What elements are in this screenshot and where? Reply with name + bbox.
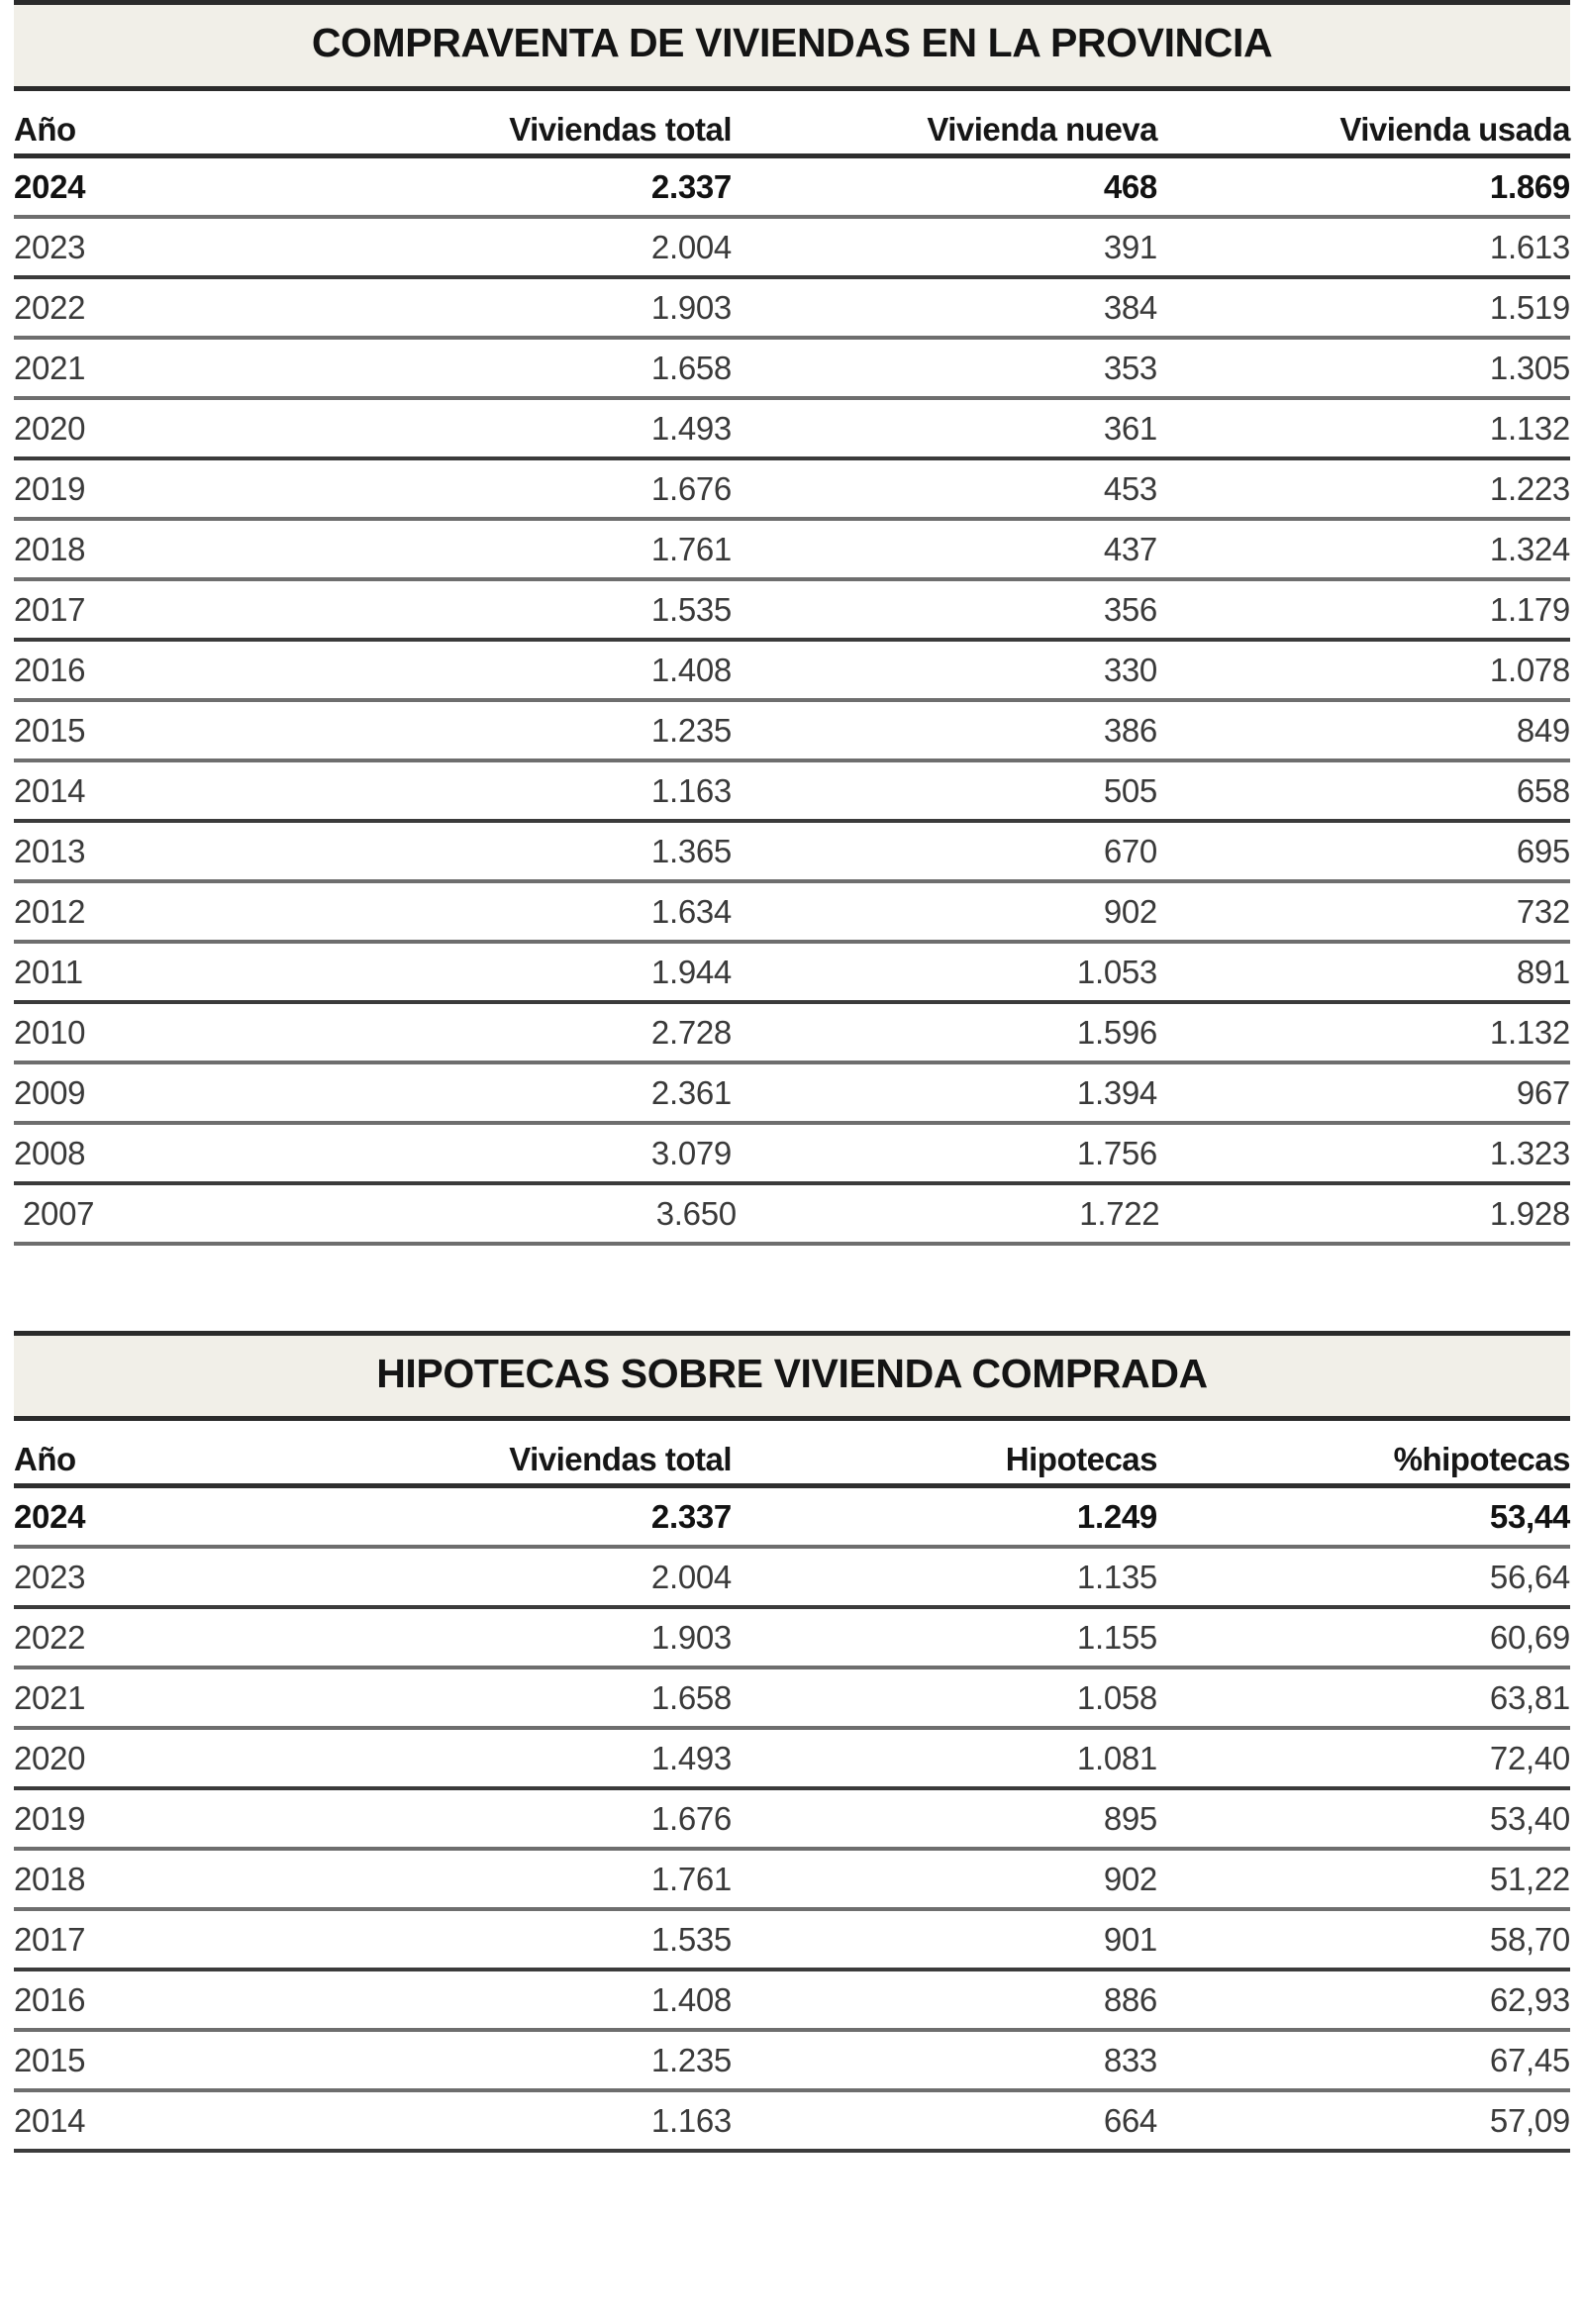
cell-mid: 670 [1103, 832, 1157, 869]
table-row [14, 581, 1570, 642]
cell-mid: 505 [1103, 771, 1157, 809]
column-header-year-2: Año [14, 1441, 76, 1478]
cell-mid: 1.053 [1076, 953, 1157, 990]
cell-last: 72,40 [1489, 1740, 1570, 1777]
cell-mid: 361 [1103, 409, 1157, 447]
table-row [14, 1549, 1570, 1609]
table-row [14, 158, 1570, 219]
cell-last: 695 [1516, 832, 1570, 869]
cell-total: 2.004 [650, 1559, 732, 1596]
table-row [14, 1064, 1570, 1125]
section-divider [14, 1246, 1570, 1331]
page-title: COMPRAVENTA DE VIVIENDAS EN LA PROVINCIA [311, 20, 1273, 65]
table-row [14, 944, 1570, 1004]
table-row [14, 521, 1570, 581]
cell-last: 57,09 [1489, 2102, 1570, 2140]
cell-last: 1.519 [1489, 288, 1570, 326]
cell-last: 53,44 [1489, 1498, 1570, 1536]
table-row [14, 1488, 1570, 1549]
cell-last: 967 [1516, 1073, 1570, 1111]
table-row [14, 823, 1570, 883]
cell-mid: 902 [1103, 892, 1157, 930]
cell-last: 1.223 [1489, 469, 1570, 507]
table-row [14, 219, 1570, 279]
cell-mid: 353 [1103, 349, 1157, 386]
cell-total: 1.944 [650, 953, 732, 990]
cell-year: 2008 [14, 1134, 86, 1171]
cell-mid: 1.756 [1076, 1134, 1157, 1171]
cell-year: 2018 [14, 1861, 86, 1898]
cell-mid: 1.135 [1076, 1559, 1157, 1596]
cell-total: 1.163 [650, 771, 732, 809]
cell-total: 1.761 [650, 530, 732, 567]
table-row [14, 460, 1570, 521]
cell-year: 2023 [14, 228, 86, 265]
table-row [14, 2092, 1570, 2153]
cell-total: 1.535 [650, 1921, 732, 1959]
cell-total: 2.361 [650, 1073, 732, 1111]
cell-last: 53,40 [1489, 1800, 1570, 1838]
cell-last: 1.179 [1489, 590, 1570, 628]
cell-mid: 1.596 [1076, 1013, 1157, 1051]
cell-total: 1.365 [650, 832, 732, 869]
cell-mid: 453 [1103, 469, 1157, 507]
column-header-usada: Vivienda usada [1339, 110, 1570, 148]
cell-total: 3.079 [650, 1134, 732, 1171]
cell-mid: 833 [1103, 2042, 1157, 2079]
cell-mid: 391 [1103, 228, 1157, 265]
cell-last: 60,69 [1489, 1619, 1570, 1657]
cell-mid: 901 [1103, 1921, 1157, 1959]
cell-year: 2011 [14, 953, 83, 990]
cell-last: 1.078 [1489, 651, 1570, 688]
cell-mid: 356 [1103, 590, 1157, 628]
cell-last: 62,93 [1489, 1981, 1570, 2019]
cell-last: 732 [1516, 892, 1570, 930]
cell-year: 2022 [14, 1619, 86, 1657]
cell-year: 2021 [14, 349, 86, 386]
cell-mid: 895 [1103, 1800, 1157, 1838]
table-row [14, 1790, 1570, 1851]
cell-total: 1.408 [650, 1981, 732, 2019]
cell-year: 2007 [23, 1194, 95, 1232]
cell-last: 1.132 [1489, 409, 1570, 447]
table-row [14, 883, 1570, 944]
cell-total: 3.650 [655, 1194, 737, 1232]
cell-year: 2019 [14, 1800, 86, 1838]
table-hipotecas [14, 1331, 1570, 2154]
cell-last: 1.323 [1489, 1134, 1570, 1171]
cell-total: 1.903 [650, 288, 732, 326]
column-header-total: Viviendas total [509, 110, 732, 148]
table-header-row-hipotecas [14, 1421, 1570, 1488]
section-title-hipotecas: HIPOTECAS SOBRE VIVIENDA COMPRADA [376, 1350, 1208, 1396]
cell-total: 1.493 [650, 1740, 732, 1777]
cell-mid: 1.249 [1076, 1498, 1157, 1536]
table-row [14, 1004, 1570, 1064]
cell-year: 2024 [14, 1498, 86, 1536]
table-row [14, 1669, 1570, 1730]
cell-last: 51,22 [1489, 1861, 1570, 1898]
cell-year: 2018 [14, 530, 86, 567]
cell-year: 2014 [14, 771, 86, 809]
cell-total: 1.493 [650, 409, 732, 447]
column-header-total-2: Viviendas total [509, 1441, 732, 1478]
cell-mid: 886 [1103, 1981, 1157, 2019]
cell-total: 1.235 [650, 711, 732, 749]
cell-year: 2024 [14, 167, 86, 205]
cell-year: 2009 [14, 1073, 86, 1111]
table-body-compraventa [14, 158, 1570, 1246]
table-row [14, 1185, 1570, 1246]
cell-total: 1.676 [650, 469, 732, 507]
cell-last: 63,81 [1489, 1679, 1570, 1717]
cell-mid: 386 [1103, 711, 1157, 749]
table-row [14, 340, 1570, 400]
cell-last: 58,70 [1489, 1921, 1570, 1959]
cell-total: 1.658 [650, 349, 732, 386]
column-header-pct: %hipotecas [1393, 1441, 1570, 1478]
cell-mid: 468 [1103, 167, 1157, 205]
cell-total: 1.903 [650, 1619, 732, 1657]
cell-mid: 1.155 [1076, 1619, 1157, 1657]
cell-year: 2019 [14, 469, 86, 507]
table-title-banner-hipotecas [14, 1331, 1570, 1422]
cell-total: 1.634 [650, 892, 732, 930]
cell-last: 56,64 [1489, 1559, 1570, 1596]
cell-year: 2015 [14, 711, 86, 749]
cell-total: 1.761 [650, 1861, 732, 1898]
table-header-row [14, 91, 1570, 158]
table-row [14, 1609, 1570, 1669]
cell-last: 1.132 [1489, 1013, 1570, 1051]
cell-year: 2014 [14, 2102, 86, 2140]
cell-last: 891 [1516, 953, 1570, 990]
table-row [14, 279, 1570, 340]
cell-year: 2020 [14, 409, 86, 447]
cell-mid: 437 [1103, 530, 1157, 567]
column-header-hipotecas: Hipotecas [1005, 1441, 1157, 1478]
cell-mid: 664 [1103, 2102, 1157, 2140]
cell-last: 1.305 [1489, 349, 1570, 386]
cell-total: 1.235 [650, 2042, 732, 2079]
cell-last: 1.869 [1489, 167, 1570, 205]
cell-total: 2.004 [650, 228, 732, 265]
cell-year: 2012 [14, 892, 86, 930]
cell-last: 1.928 [1489, 1194, 1570, 1232]
table-body-hipotecas [14, 1488, 1570, 2153]
table-row [14, 2032, 1570, 2092]
table-row [14, 762, 1570, 823]
table-row [14, 1730, 1570, 1790]
cell-year: 2023 [14, 1559, 86, 1596]
cell-mid: 1.081 [1076, 1740, 1157, 1777]
column-header-nueva: Vivienda nueva [927, 110, 1157, 148]
cell-mid: 1.394 [1076, 1073, 1157, 1111]
table-row [14, 702, 1570, 762]
cell-last: 849 [1516, 711, 1570, 749]
cell-total: 1.163 [650, 2102, 732, 2140]
cell-total: 2.728 [650, 1013, 732, 1051]
cell-total: 1.658 [650, 1679, 732, 1717]
table-row [14, 1971, 1570, 2032]
cell-year: 2022 [14, 288, 86, 326]
cell-year: 2016 [14, 1981, 86, 2019]
cell-year: 2020 [14, 1740, 86, 1777]
table-row [14, 1911, 1570, 1971]
cell-last: 1.613 [1489, 228, 1570, 265]
cell-last: 658 [1516, 771, 1570, 809]
table-row [14, 642, 1570, 702]
cell-year: 2017 [14, 590, 86, 628]
table-row [14, 1851, 1570, 1911]
table-compraventa [14, 0, 1570, 1246]
table-row [14, 400, 1570, 460]
column-header-year: Año [14, 110, 76, 148]
cell-total: 1.535 [650, 590, 732, 628]
cell-last: 1.324 [1489, 530, 1570, 567]
cell-total: 2.337 [650, 1498, 732, 1536]
cell-total: 2.337 [650, 167, 732, 205]
cell-mid: 330 [1103, 651, 1157, 688]
cell-year: 2013 [14, 832, 86, 869]
cell-year: 2017 [14, 1921, 86, 1959]
cell-year: 2010 [14, 1013, 86, 1051]
cell-last: 67,45 [1489, 2042, 1570, 2079]
cell-year: 2021 [14, 1679, 86, 1717]
table-title-banner [14, 0, 1570, 91]
cell-mid: 902 [1103, 1861, 1157, 1898]
cell-year: 2015 [14, 2042, 86, 2079]
cell-mid: 1.058 [1076, 1679, 1157, 1717]
cell-total: 1.408 [650, 651, 732, 688]
cell-year: 2016 [14, 651, 86, 688]
cell-mid: 1.722 [1079, 1194, 1160, 1232]
cell-total: 1.676 [650, 1800, 732, 1838]
table-row [14, 1125, 1570, 1185]
cell-mid: 384 [1103, 288, 1157, 326]
